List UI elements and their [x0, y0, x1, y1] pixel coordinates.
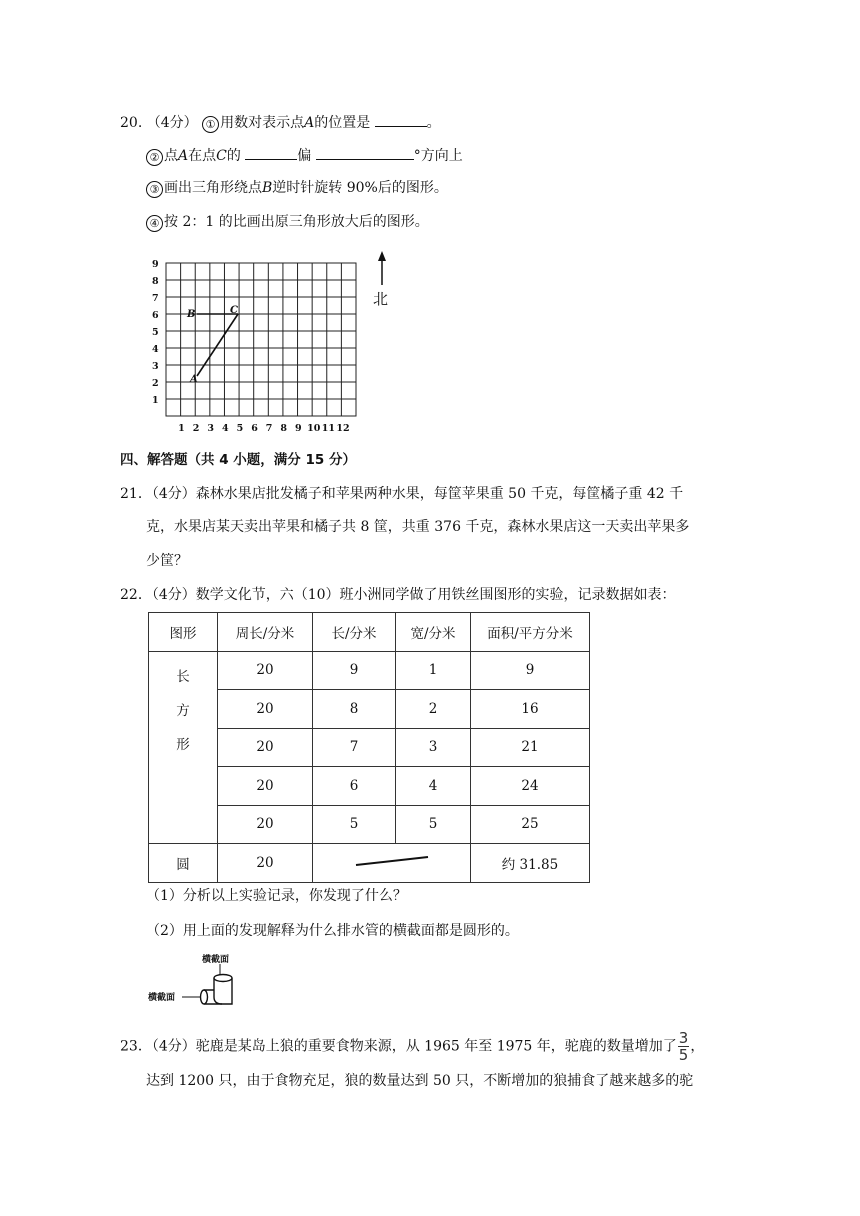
answer-blank-angle[interactable] [316, 145, 414, 160]
question-number: 20. [120, 115, 143, 131]
point-a-label: A [190, 374, 198, 385]
table-cell: 圆 [149, 844, 218, 883]
table-cell: 16 [471, 690, 590, 729]
table-header: 周长/分米 [218, 613, 313, 652]
q23-comma: ， [690, 1038, 705, 1055]
x-axis-label: 6 [251, 423, 258, 434]
table-cell: 9 [471, 651, 590, 690]
x-axis-label: 2 [192, 423, 200, 434]
y-axis-label: 2 [152, 378, 159, 389]
x-axis-label: 8 [280, 423, 288, 434]
rectangle-label-cell [149, 651, 218, 844]
experiment-table [148, 612, 590, 883]
x-axis-label: 3 [207, 423, 214, 434]
table-cell: 3 [396, 728, 471, 767]
q23-line1 [120, 1030, 704, 1063]
q20-s2-text2: 在点 [188, 148, 217, 164]
q20-s3-text: 画出三角形绕点 [164, 180, 262, 196]
table-row [149, 651, 590, 690]
rect-label-char: 长 [176, 668, 190, 685]
y-axis-label: 4 [152, 344, 159, 355]
q20-line1 [120, 112, 441, 133]
q22-intro: 22．（4分）数学文化节，六（10）班小洲同学做了用铁丝围图形的实验，记录数据如表： [120, 587, 676, 603]
circled-number-4: ④ [146, 215, 163, 232]
table-cell: 8 [313, 690, 396, 729]
table-header-row [149, 613, 590, 652]
table-cell: 20 [218, 767, 313, 806]
q20-line3 [146, 178, 448, 198]
q20-line2 [146, 145, 463, 166]
q20-s1-text2: 的位置是 [314, 115, 371, 131]
q20-s2-text5: °方向上 [413, 148, 463, 164]
y-axis-label: 8 [152, 276, 159, 287]
x-axis-label: 4 [221, 423, 229, 434]
table-cell: 20 [218, 844, 313, 883]
x-axis-label: 1 [178, 423, 185, 434]
q21-line3: 少筐？ [146, 553, 188, 569]
table-header: 长/分米 [313, 613, 396, 652]
y-axis-label: 5 [152, 327, 159, 338]
y-axis-label: 6 [152, 310, 159, 321]
y-axis-label: 3 [152, 361, 159, 372]
pipe-icon [201, 975, 233, 1005]
q20-s2-text: 点 [164, 148, 178, 164]
table-cell: 25 [471, 805, 590, 844]
table-cell: 5 [313, 805, 396, 844]
point-c-label: C [230, 305, 238, 316]
slash-cell [313, 844, 471, 883]
q22-sub1: （1）分析以上实验记录，你发现了什么？ [146, 888, 407, 904]
table-row-circle [149, 844, 590, 883]
north-label: 北 [373, 290, 389, 308]
y-axis-label: 9 [152, 259, 159, 270]
q21-line2: 克，水果店某天卖出苹果和橘子共 8 筐，共重 376 千克，森林水果店这一天卖出苹果多 [146, 519, 690, 535]
table-cell: 4 [396, 767, 471, 806]
table-cell: 9 [313, 651, 396, 690]
x-axis-label: 7 [265, 423, 273, 434]
x-axis-label: 11 [321, 423, 336, 434]
segment-ac [197, 314, 238, 376]
table-header: 图形 [149, 613, 218, 652]
pipe-label-left: 横截面 [148, 993, 176, 1003]
point-a-label: A [304, 115, 315, 131]
circled-number-1: ① [202, 116, 219, 133]
fraction-three-fifths [678, 1030, 690, 1063]
table-cell: 20 [218, 651, 313, 690]
diagonal-slash [352, 855, 432, 867]
coordinate-grid-figure [140, 245, 410, 440]
q23-line2: 达到 1200 只，由于食物充足，狼的数量达到 50 只，不断增加的狼捕食了越来越多的驼 [146, 1073, 694, 1089]
q20-line4 [146, 212, 429, 232]
q20-s2-text4: 偏 [297, 148, 312, 164]
point-b-label: B [187, 309, 196, 320]
q20-s1-end: 。 [426, 115, 441, 131]
table-cell: 2 [396, 690, 471, 729]
point-b-label: B [262, 180, 273, 196]
table-cell: 20 [218, 805, 313, 844]
table-cell: 21 [471, 728, 590, 767]
section-heading: 四、解答题（共 4 小题，满分 15 分） [120, 452, 356, 468]
rect-label-char: 形 [176, 736, 190, 753]
question-score: （4分） [146, 115, 198, 131]
pipe-illustration [148, 952, 248, 1014]
circled-number-3: ③ [146, 181, 163, 198]
answer-blank[interactable] [375, 112, 427, 127]
q22-sub2: （2）用上面的发现解释为什么排水管的横截面都是圆形的。 [146, 923, 519, 939]
y-axis-label: 7 [152, 293, 159, 304]
fraction-numerator: 3 [678, 1029, 689, 1047]
y-axis-label: 1 [152, 395, 159, 406]
table-cell: 1 [396, 651, 471, 690]
table-cell: 20 [218, 728, 313, 767]
fraction-denominator: 5 [678, 1046, 689, 1064]
point-a-label: A [178, 148, 189, 164]
circled-number-2: ② [146, 149, 163, 166]
q23-text: 23．（4分）驼鹿是某岛上狼的重要食物来源，从 1965 年至 1975 年，驼鹿的数量增加了 [120, 1038, 677, 1055]
x-axis-label: 10 [307, 423, 321, 434]
table-cell: 6 [313, 767, 396, 806]
table-cell: 5 [396, 805, 471, 844]
triangle [197, 314, 238, 376]
x-axis-label: 5 [236, 423, 244, 434]
q20-s1-text: 用数对表示点 [220, 115, 305, 131]
table-header: 面积/平方分米 [471, 613, 590, 652]
q20-s4-text: 按 2：1 的比画出原三角形放大后的图形。 [164, 214, 429, 230]
table-cell: 24 [471, 767, 590, 806]
table-cell: 约 31.85 [471, 844, 590, 883]
table-cell: 7 [313, 728, 396, 767]
answer-blank-direction[interactable] [245, 145, 297, 160]
q21-line1: 21．（4分）森林水果店批发橘子和苹果两种水果，每筐苹果重 50 千克，每筐橘子重 42 千 [120, 486, 684, 502]
table-cell: 20 [218, 690, 313, 729]
x-axis-label: 12 [336, 423, 350, 434]
rect-label-char: 方 [176, 702, 190, 719]
table-header: 宽/分米 [396, 613, 471, 652]
point-c-label: C [216, 148, 227, 164]
north-arrow [373, 251, 388, 308]
q20-s3-text2: 逆时针旋转 90%后的图形。 [272, 180, 448, 196]
grid-lines [166, 263, 356, 416]
q20-s2-text3: 的 [226, 148, 241, 164]
x-axis-label: 9 [295, 423, 302, 434]
pipe-label-top: 横截面 [202, 955, 230, 965]
